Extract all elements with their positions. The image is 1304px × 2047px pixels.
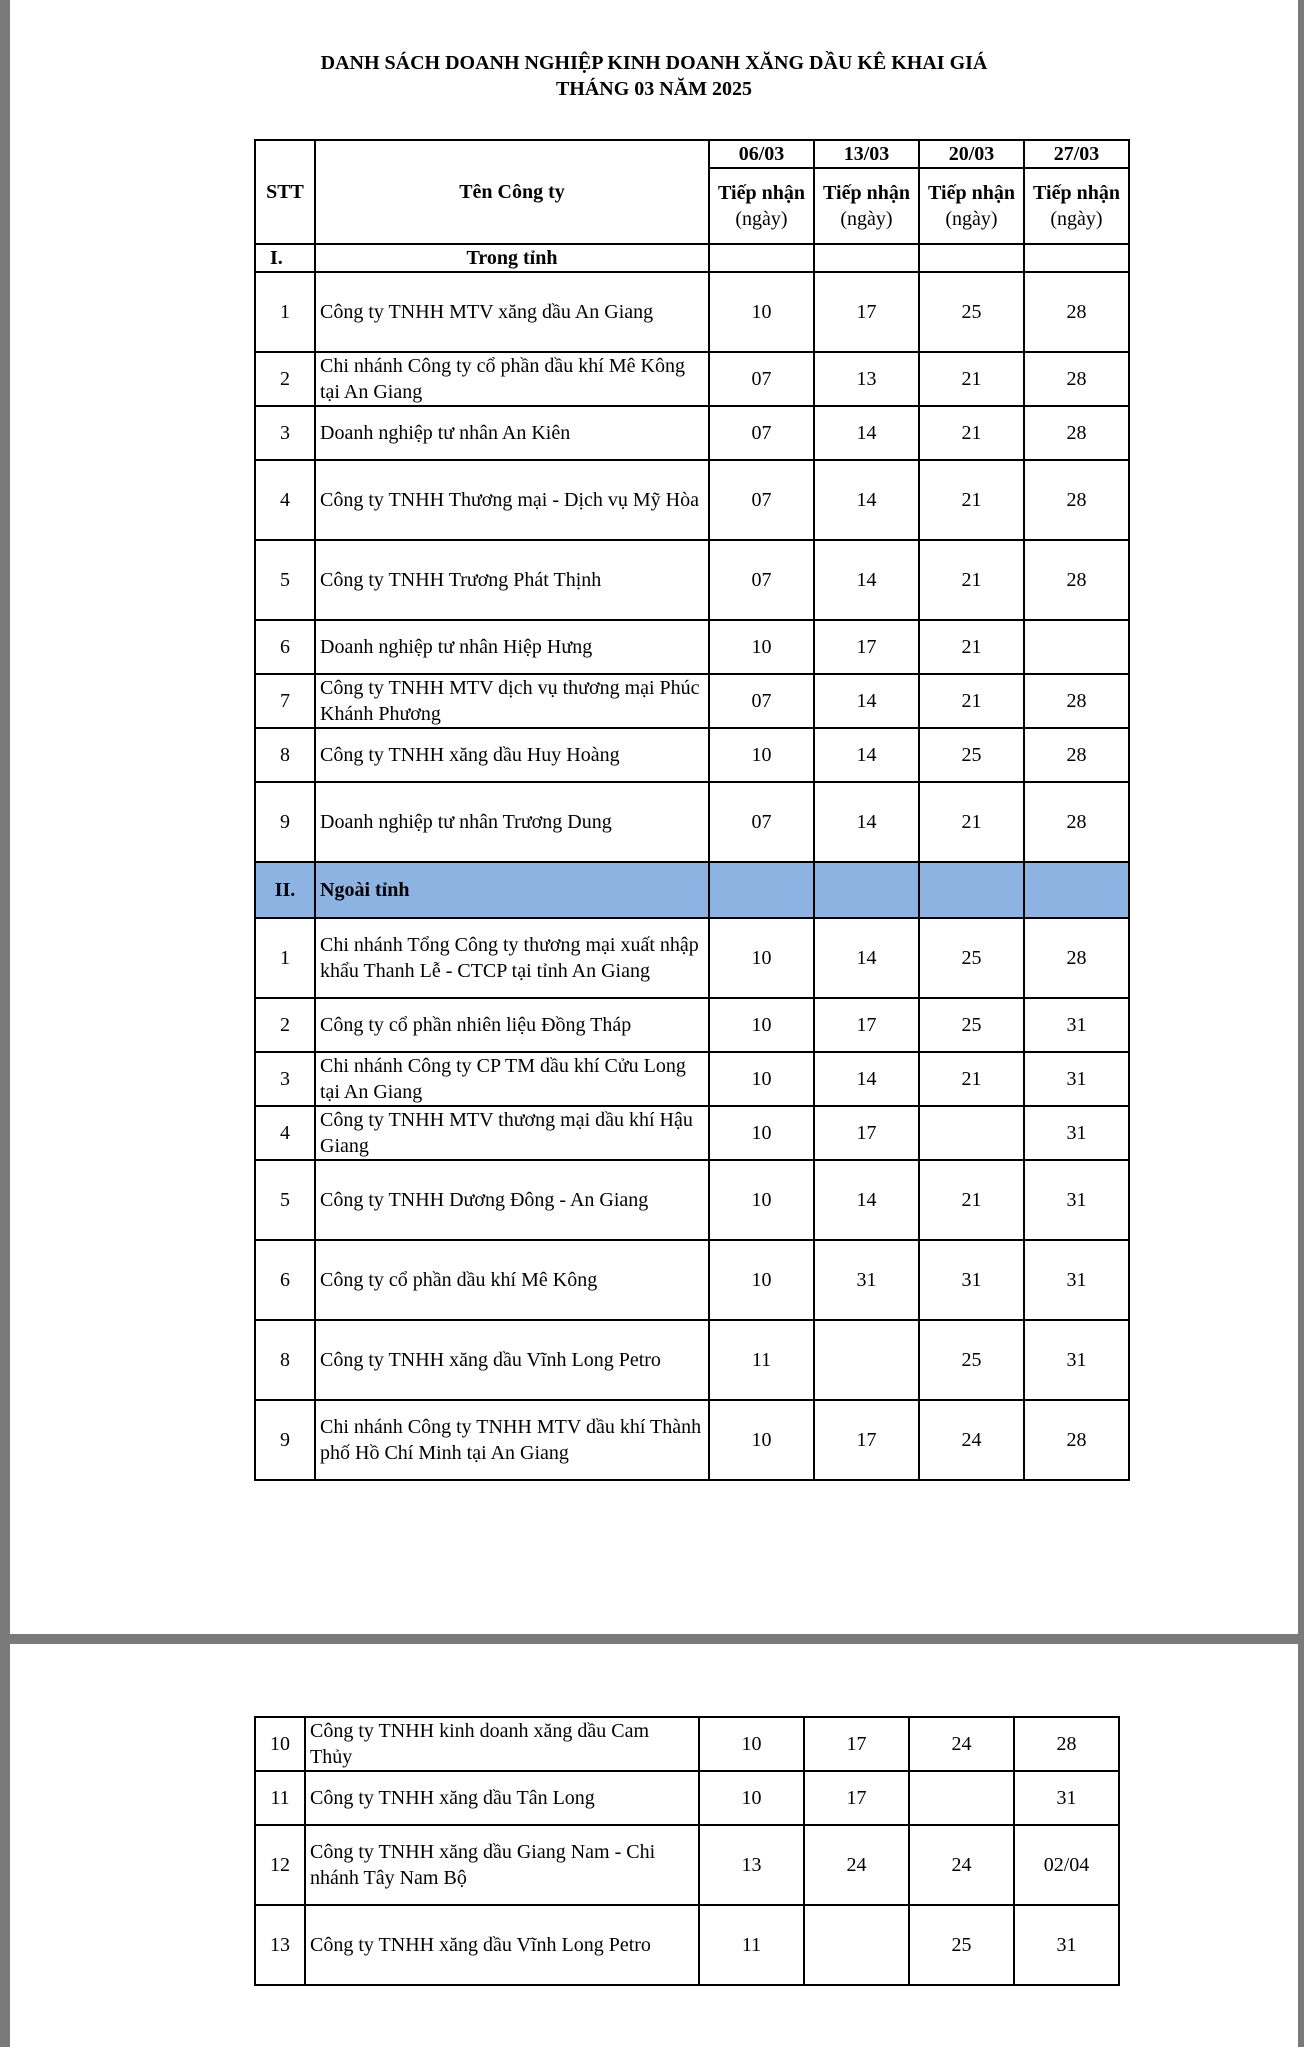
header-received: Tiếp nhận (ngày) — [709, 168, 814, 244]
received-day-cell: 28 — [1024, 782, 1129, 862]
document-page-1 — [10, 0, 1298, 1634]
company-name: Công ty TNHH xăng dầu Vĩnh Long Petro — [315, 1320, 709, 1400]
header-date: 20/03 — [919, 140, 1024, 168]
table-row — [255, 460, 1129, 540]
received-day-cell: 31 — [1014, 1771, 1119, 1825]
received-day-cell: 24 — [909, 1717, 1014, 1771]
table-row — [255, 1771, 1119, 1825]
table-row — [255, 1320, 1129, 1400]
received-day-cell: 17 — [804, 1717, 909, 1771]
received-day-cell: 25 — [919, 728, 1024, 782]
received-day-cell: 25 — [919, 272, 1024, 352]
received-day-cell: 14 — [814, 728, 919, 782]
row-number: 9 — [255, 782, 315, 862]
row-number: 1 — [255, 918, 315, 998]
received-day-cell: 17 — [814, 1106, 919, 1160]
table-row — [255, 728, 1129, 782]
section-row-in-province — [255, 244, 1129, 272]
received-day-cell: 25 — [919, 918, 1024, 998]
company-name: Chi nhánh Công ty CP TM dầu khí Cửu Long tại An Giang — [315, 1052, 709, 1106]
received-day-cell: 14 — [814, 1160, 919, 1240]
received-day-cell: 07 — [709, 460, 814, 540]
row-number: 12 — [255, 1825, 305, 1905]
received-day-cell: 17 — [814, 1400, 919, 1480]
received-day-cell: 14 — [814, 918, 919, 998]
received-day-cell: 21 — [919, 406, 1024, 460]
received-day-cell: 14 — [814, 540, 919, 620]
received-day-cell: 10 — [709, 918, 814, 998]
row-number: 2 — [255, 998, 315, 1052]
table-row — [255, 1717, 1119, 1771]
received-day-cell: 17 — [814, 272, 919, 352]
header-date: 13/03 — [814, 140, 919, 168]
section-number: I. — [255, 244, 315, 272]
row-number: 4 — [255, 460, 315, 540]
received-day-cell: 31 — [1024, 1320, 1129, 1400]
company-name: Công ty TNHH xăng dầu Giang Nam - Chi nhánh Tây Nam Bộ — [305, 1825, 699, 1905]
received-day-cell: 24 — [919, 1400, 1024, 1480]
table-row — [255, 1400, 1129, 1480]
header-received: Tiếp nhận (ngày) — [814, 168, 919, 244]
received-day-cell: 10 — [709, 1160, 814, 1240]
row-number: 6 — [255, 1240, 315, 1320]
received-day-cell: 31 — [1024, 1052, 1129, 1106]
received-day-cell: 13 — [699, 1825, 804, 1905]
header-company-name: Tên Công ty — [315, 140, 709, 244]
company-name: Công ty TNHH kinh doanh xăng dầu Cam Thủy — [305, 1717, 699, 1771]
row-number: 3 — [255, 406, 315, 460]
section-label: Trong tỉnh — [315, 244, 709, 272]
row-number: 6 — [255, 620, 315, 674]
company-name: Doanh nghiệp tư nhân An Kiên — [315, 406, 709, 460]
table-row — [255, 1905, 1119, 1985]
company-name: Công ty TNHH xăng dầu Tân Long — [305, 1771, 699, 1825]
company-name: Công ty TNHH Trương Phát Thịnh — [315, 540, 709, 620]
row-number: 5 — [255, 1160, 315, 1240]
received-day-cell: 14 — [814, 460, 919, 540]
table-row — [255, 272, 1129, 352]
section-label: Ngoài tỉnh — [315, 862, 709, 918]
received-day-cell: 10 — [709, 272, 814, 352]
received-day-cell: 17 — [814, 620, 919, 674]
company-name: Công ty TNHH Dương Đông - An Giang — [315, 1160, 709, 1240]
header-date: 27/03 — [1024, 140, 1129, 168]
received-day-cell: 28 — [1024, 352, 1129, 406]
received-day-cell: 17 — [804, 1771, 909, 1825]
received-day-cell: 21 — [919, 620, 1024, 674]
received-day-cell: 07 — [709, 674, 814, 728]
received-day-cell: 28 — [1024, 272, 1129, 352]
received-day-cell: 21 — [919, 460, 1024, 540]
row-number: 1 — [255, 272, 315, 352]
received-day-cell: 07 — [709, 782, 814, 862]
received-day-cell: 25 — [919, 998, 1024, 1052]
company-name: Chi nhánh Tổng Công ty thương mại xuất nhập khẩu Thanh Lễ - CTCP tại tỉnh An Giang — [315, 918, 709, 998]
received-day-cell: 10 — [709, 998, 814, 1052]
received-day-cell: 24 — [909, 1825, 1014, 1905]
company-name: Công ty TNHH MTV dịch vụ thương mại Phúc Khánh Phương — [315, 674, 709, 728]
company-name: Công ty TNHH MTV xăng dầu An Giang — [315, 272, 709, 352]
received-day-cell: 31 — [919, 1240, 1024, 1320]
received-day-cell: 28 — [1024, 406, 1129, 460]
table-header-row — [255, 140, 1129, 168]
table-row — [255, 406, 1129, 460]
table-row — [255, 674, 1129, 728]
row-number: 5 — [255, 540, 315, 620]
received-day-cell: 07 — [709, 352, 814, 406]
received-day-cell: 02/04 — [1014, 1825, 1119, 1905]
received-day-cell: 07 — [709, 406, 814, 460]
received-day-cell — [814, 1320, 919, 1400]
row-number: 8 — [255, 1320, 315, 1400]
received-day-cell: 17 — [814, 998, 919, 1052]
table-row — [255, 918, 1129, 998]
header-received: Tiếp nhận (ngày) — [919, 168, 1024, 244]
table-row — [255, 998, 1129, 1052]
received-day-cell: 28 — [1024, 1400, 1129, 1480]
document-page-2 — [10, 1644, 1298, 2047]
received-day-cell: 25 — [909, 1905, 1014, 1985]
company-name: Công ty TNHH xăng dầu Huy Hoàng — [315, 728, 709, 782]
table-row — [255, 1240, 1129, 1320]
company-name: Công ty cổ phần dầu khí Mê Kông — [315, 1240, 709, 1320]
received-day-cell: 31 — [1014, 1905, 1119, 1985]
received-day-cell: 10 — [699, 1771, 804, 1825]
received-day-cell: 10 — [709, 620, 814, 674]
header-received: Tiếp nhận (ngày) — [1024, 168, 1129, 244]
received-day-cell: 31 — [1024, 1160, 1129, 1240]
title-line-2: THÁNG 03 NĂM 2025 — [555, 78, 753, 100]
table-row — [255, 1106, 1129, 1160]
company-name: Công ty TNHH MTV thương mại dầu khí Hậu Giang — [315, 1106, 709, 1160]
received-day-cell: 14 — [814, 1052, 919, 1106]
received-day-cell: 10 — [709, 728, 814, 782]
received-day-cell: 28 — [1024, 728, 1129, 782]
received-day-cell — [919, 1106, 1024, 1160]
received-day-cell: 28 — [1024, 918, 1129, 998]
received-day-cell: 21 — [919, 674, 1024, 728]
received-day-cell: 21 — [919, 1052, 1024, 1106]
received-day-cell: 21 — [919, 352, 1024, 406]
table-row — [255, 620, 1129, 674]
table-row — [255, 782, 1129, 862]
table-row — [255, 1160, 1129, 1240]
received-day-cell: 25 — [919, 1320, 1024, 1400]
received-day-cell: 28 — [1024, 460, 1129, 540]
received-day-cell: 31 — [1024, 1240, 1129, 1320]
title-line-1: DANH SÁCH DOANH NGHIỆP KINH DOANH XĂNG DẦU KÊ KHAI GIÁ — [320, 52, 988, 74]
received-day-cell: 31 — [1024, 998, 1129, 1052]
row-number: 13 — [255, 1905, 305, 1985]
company-name: Chi nhánh Công ty cổ phần dầu khí Mê Kông tại An Giang — [315, 352, 709, 406]
row-number: 9 — [255, 1400, 315, 1480]
received-day-cell: 14 — [814, 674, 919, 728]
company-name: Doanh nghiệp tư nhân Trương Dung — [315, 782, 709, 862]
row-number: 4 — [255, 1106, 315, 1160]
received-day-cell: 28 — [1024, 540, 1129, 620]
company-name: Công ty TNHH Thương mại - Dịch vụ Mỹ Hòa — [315, 460, 709, 540]
company-name: Doanh nghiệp tư nhân Hiệp Hưng — [315, 620, 709, 674]
row-number: 11 — [255, 1771, 305, 1825]
received-day-cell: 14 — [814, 406, 919, 460]
received-day-cell — [804, 1905, 909, 1985]
received-day-cell: 07 — [709, 540, 814, 620]
table-row — [255, 540, 1129, 620]
row-number: 3 — [255, 1052, 315, 1106]
table-row — [255, 352, 1129, 406]
received-day-cell: 31 — [814, 1240, 919, 1320]
received-day-cell: 13 — [814, 352, 919, 406]
received-day-cell: 10 — [699, 1717, 804, 1771]
received-day-cell: 28 — [1014, 1717, 1119, 1771]
table-row — [255, 1825, 1119, 1905]
received-day-cell: 10 — [709, 1106, 814, 1160]
header-stt: STT — [255, 140, 315, 244]
received-day-cell: 24 — [804, 1825, 909, 1905]
received-day-cell: 11 — [699, 1905, 804, 1985]
price-declaration-table-continued — [254, 1716, 1120, 1986]
received-day-cell: 21 — [919, 782, 1024, 862]
received-day-cell: 14 — [814, 782, 919, 862]
section-number: II. — [255, 862, 315, 918]
received-day-cell: 21 — [919, 540, 1024, 620]
received-day-cell: 10 — [709, 1052, 814, 1106]
company-name: Công ty TNHH xăng dầu Vĩnh Long Petro — [305, 1905, 699, 1985]
table-row — [255, 1052, 1129, 1106]
received-day-cell — [1024, 620, 1129, 674]
header-date: 06/03 — [709, 140, 814, 168]
company-name: Công ty cổ phần nhiên liệu Đồng Tháp — [315, 998, 709, 1052]
received-day-cell: 21 — [919, 1160, 1024, 1240]
document-title — [10, 50, 1298, 102]
row-number: 8 — [255, 728, 315, 782]
row-number: 10 — [255, 1717, 305, 1771]
received-day-cell: 11 — [709, 1320, 814, 1400]
section-row-out-province — [255, 862, 1129, 918]
received-day-cell: 31 — [1024, 1106, 1129, 1160]
received-day-cell: 10 — [709, 1240, 814, 1320]
row-number: 2 — [255, 352, 315, 406]
price-declaration-table — [254, 139, 1130, 1481]
received-day-cell — [909, 1771, 1014, 1825]
company-name: Chi nhánh Công ty TNHH MTV dầu khí Thành phố Hồ Chí Minh tại An Giang — [315, 1400, 709, 1480]
received-day-cell: 28 — [1024, 674, 1129, 728]
row-number: 7 — [255, 674, 315, 728]
received-day-cell: 10 — [709, 1400, 814, 1480]
